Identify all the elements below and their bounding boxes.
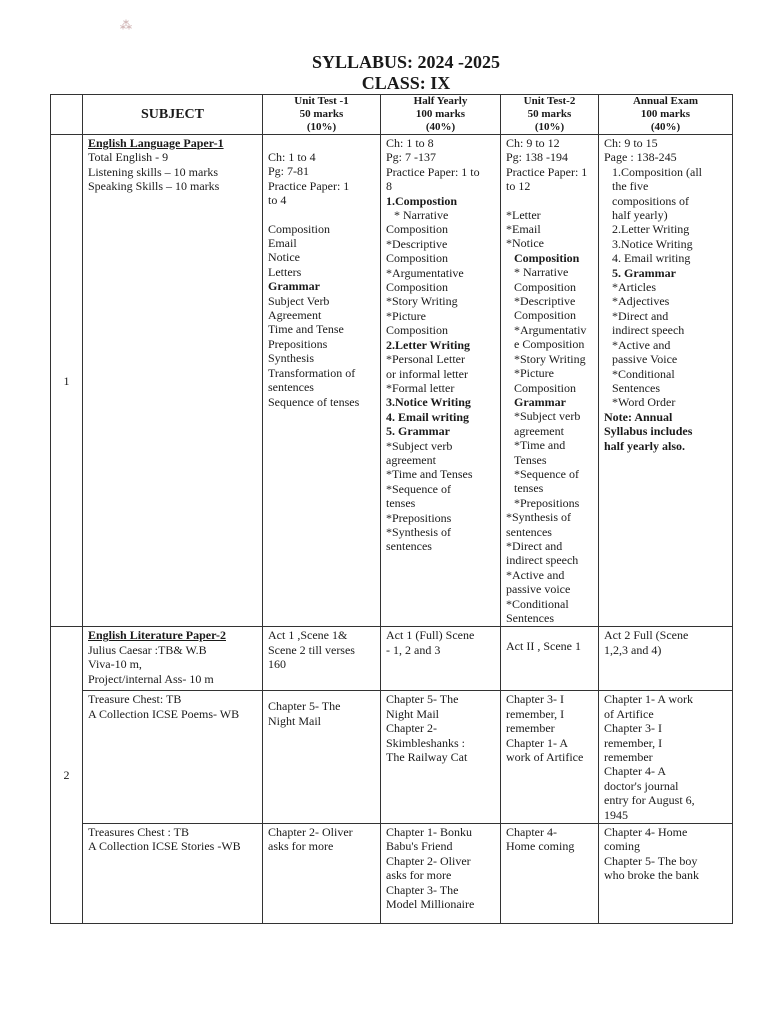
annual-exam-cell: Ch: 9 to 15 Page : 138-245 1.Composition (all the five compositions of half yearly) 2.Letter Writing 3.Notice Writing 4. Email writing 5. Grammar *Articles *Adjectives *Direct and indirect speech *Active and passive Voice *Conditional Sentences *Word Order Note: Annual Syllabus includes half yearly also. (599, 135, 733, 627)
table-row (51, 824, 733, 924)
header-unit-test-2: Unit Test-2 50 marks (10%) (501, 95, 599, 135)
subject-cell: English Language Paper-1 Total English - 9 Listening skills – 10 marks Speaking Skills – 10 marks (83, 135, 263, 627)
subject-cell: Treasures Chest : TB A Collection ICSE Stories -WB (83, 824, 263, 924)
unit-test-1-cell: Act 1 ,Scene 1& Scene 2 till verses 160 (263, 627, 381, 691)
unit-test-1-cell: Ch: 1 to 4 Pg: 7-81 Practice Paper: 1 to 4 Composition Email Notice Letters Grammar Subject Verb Agreement Time and Tense Prepositions Synthesis Transformation of sentences Sequence of tenses (263, 135, 381, 627)
annual-exam-cell: Act 2 Full (Scene 1,2,3 and 4) (599, 627, 733, 691)
table-row (51, 691, 733, 824)
syllabus-table (50, 94, 733, 924)
header-half-yearly: Half Yearly 100 marks (40%) (381, 95, 501, 135)
header-subject: SUBJECT (83, 95, 263, 135)
annual-exam-cell: Chapter 4- Home coming Chapter 5- The boy who broke the bank (599, 824, 733, 924)
table-row (51, 627, 733, 691)
scan-smudge: ⁂ (120, 18, 132, 32)
row-number: 2 (51, 627, 83, 924)
header-sno (51, 95, 83, 135)
annual-exam-cell: Chapter 1- A work of Artifice Chapter 3- I remember, I remember Chapter 4- A doctor's journal entry for August 6, 1945 (599, 691, 733, 824)
half-yearly-cell: Act 1 (Full) Scene - 1, 2 and 3 (381, 627, 501, 691)
half-yearly-cell: Chapter 5- The Night Mail Chapter 2- Skimbleshanks : The Railway Cat (381, 691, 501, 824)
unit-test-2-cell: Act II , Scene 1 (501, 627, 599, 691)
table-row (51, 135, 733, 627)
document-title: SYLLABUS: 2024 -2025 (311, 52, 501, 72)
unit-test-1-cell: Chapter 2- Oliver asks for more (263, 824, 381, 924)
row-number: 1 (51, 135, 83, 627)
unit-test-2-cell: Chapter 3- I remember, I remember Chapter 1- A work of Artifice (501, 691, 599, 824)
half-yearly-cell: Ch: 1 to 8 Pg: 7 -137 Practice Paper: 1 to 8 1.Compostion * Narrative Composition *Descriptive Composition *Argumentative Composition *Story Writing *Picture Composition 2.Letter Writing *Personal Letter or informal letter *Formal letter 3.Notice Writing 4. Email writing 5. Grammar *Subject verb agreement *Time and Tenses *Sequence of tenses *Prepositions *Synthesis of sentences (381, 135, 501, 627)
header-row (51, 95, 733, 135)
header-annual-exam: Annual Exam 100 marks (40%) (599, 95, 733, 135)
unit-test-1-cell: Chapter 5- The Night Mail (263, 691, 381, 824)
header-unit-test-1: Unit Test -1 50 marks (10%) (263, 95, 381, 135)
document-class: CLASS: IX (361, 73, 451, 93)
subject-cell: English Literature Paper-2 Julius Caesar :TB& W.B Viva-10 m, Project/internal Ass- 10 m (83, 627, 263, 691)
unit-test-2-cell: Chapter 4- Home coming (501, 824, 599, 924)
subject-cell: Treasure Chest: TB A Collection ICSE Poems- WB (83, 691, 263, 824)
half-yearly-cell: Chapter 1- Bonku Babu's Friend Chapter 2- Oliver asks for more Chapter 3- The Model Millionaire (381, 824, 501, 924)
unit-test-2-cell: Ch: 9 to 12 Pg: 138 -194 Practice Paper: 1 to 12 *Letter *Email *Notice Composition * Narrative Composition *Descriptive Composition *Argumentativ e Composition *Story Writing *Picture Composition Grammar *Subject verb agreement *Time and Tenses *Sequence of tenses *Prepositions *Synthesis of sentences *Direct and indirect speech *Active and passive voice *Conditional Sentences (501, 135, 599, 627)
